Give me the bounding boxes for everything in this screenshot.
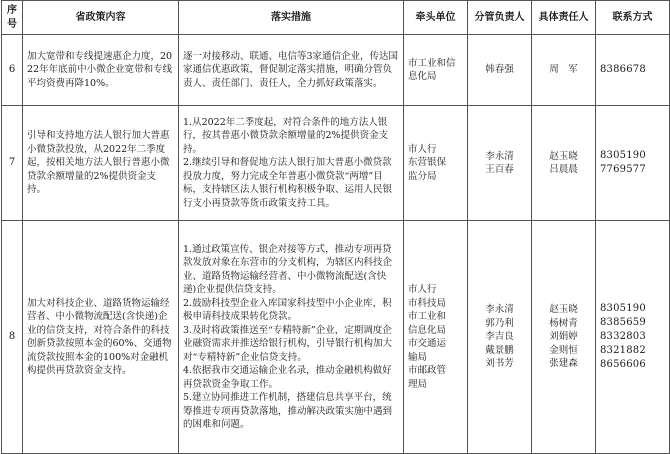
- header-seq: 序号: [2, 1, 23, 35]
- header-policy: 省政策内容: [23, 1, 179, 35]
- row-leader: 李永清 王百春: [468, 106, 532, 221]
- row-leader: 李永清 郭乃利 李吉良 戴景鹏 刘书芳: [468, 221, 532, 454]
- row-policy: 引导和支持地方法人银行加大普惠小微贷款投放，从2022年二季度起，按相关地方法人银行普惠小微贷款余额增量的2%提供资金支持。: [23, 106, 179, 221]
- row-contact: 8305190 8385659 8332803 8321882 8656606: [596, 221, 670, 454]
- row-lead-unit: 市人行 东营银保 监分局: [404, 106, 468, 221]
- header-measures: 落实措施: [179, 1, 404, 35]
- header-lead-unit: 牵头单位: [404, 1, 468, 35]
- header-leader: 分管负责人: [468, 1, 532, 35]
- row-responsible: 赵玉晓 杨树青 刘娟婷 金则恒 张建森: [532, 221, 596, 454]
- table-header-row: [2, 1, 670, 35]
- row-measures: 逐一对接移动、联通、电信等3家通信企业，传达国家通信优惠政策，督促制定落实措施，明确分管负责人、责任部门、责任人，全力抓好政策落实。: [179, 35, 404, 106]
- table-row: [2, 221, 670, 454]
- policy-table: [1, 0, 670, 454]
- row-responsible: 赵玉晓 吕晨晨: [532, 106, 596, 221]
- row-contact: 8305190 7769577: [596, 106, 670, 221]
- header-contact: 联系方式: [596, 1, 670, 35]
- row-policy: 加大对科技企业、道路货物运输经营者、中小微物流配送(含快递)企业的信贷支持，对符合条件的科技创新贷款按照本金的60%、交通物流贷款按照本金的100%对金融机构提供再贷款资金支持。: [23, 221, 179, 454]
- table-row: [2, 35, 670, 106]
- row-seq: 8: [2, 221, 23, 454]
- row-measures: 1.从2022年二季度起，对符合条件的地方法人银行，按其普惠小微贷款余额增量的2%提供资金支持。 2.继续引导和督促地方法人银行加大普惠小微贷款投放力度，努力完成全年普惠小微贷款“两增”目标，支持辖区法人银行机构积极争取、运用人民银行支小再贷款等货币政策支持工具。: [179, 106, 404, 221]
- row-responsible: 周 军: [532, 35, 596, 106]
- row-measures: 1.通过政策宣传、银企对接等方式，推动专项再贷款发放对象在东营市的分支机构，为辖区内科技企业、道路货物运输经营者、中小微物流配送(含快递)企业提供信贷支持。 2.鼓励科技型企业入库国家科技型中小企业库，积极申请科技成果转化贷款。 3.及时将政策推送至“专精特新”企业，定期调度企业融资需求并推送给银行机构，引导银行机构加大对“专精特新”企业信贷支持。 4.依据我市交通运输企业名录，推动金融机构做好再贷款资金争取工作。 5.建立协同推进工作机制，搭建信息共享平台，统筹推进专项再贷款落地，推动解决政策实施中遇到的困难和问题。: [179, 221, 404, 454]
- row-leader: 韩春强: [468, 35, 532, 106]
- row-seq: 6: [2, 35, 23, 106]
- row-lead-unit: 市人行 市科技局 市工业和 信息化局 市交通运 输局 市邮政管 理局: [404, 221, 468, 454]
- header-responsible: 具体责任人: [532, 1, 596, 35]
- row-lead-unit: 市工业和信息化局: [404, 35, 468, 106]
- table-row: [2, 106, 670, 221]
- row-contact: 8386678: [596, 35, 670, 106]
- row-policy: 加大宽带和专线提速惠企力度，2022年年底前中小微企业宽带和专线平均资费再降10%。: [23, 35, 179, 106]
- row-seq: 7: [2, 106, 23, 221]
